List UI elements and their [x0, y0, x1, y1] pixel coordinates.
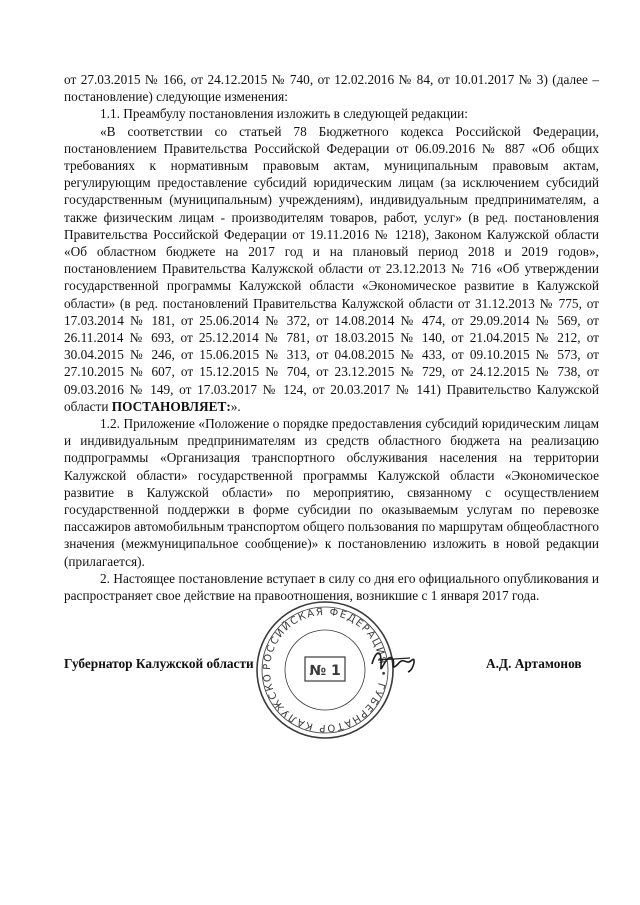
document-body: [64, 71, 599, 604]
paragraph-1-1: 1.1. Преамбулу постановления изложить в следующей редакции:: [100, 106, 468, 122]
preamble-end: ».: [230, 398, 241, 414]
paragraph-continuation: от 27.03.2015 № 166, от 24.12.2015 № 740, от 12.02.2016 № 84, от 10.01.2017 № 3) (далее – постановление) следующие изменения:: [64, 72, 599, 105]
preamble-text: «В соответствии со статьей 78 Бюджетного кодекса Российской Федерации, постановлением Правительства Российской Федерации от 06.09.2016 № 887 «Об общих требованиях к нормативным правовым актам, муниципальным правовым актам, регулирующим предоставление субсидий юридическим лицам (за исключением субсидий государственным (муниципальным) учреждениям), индивидуальным предпринимателям, а также физическим лицам - производителям товаров, работ, услуг» (в ред. постановления Правительства Российской Федерации от 19.11.2016 № 1218), Законом Калужской области «Об областном бюджете на 2017 год и на плановый период 2018 и 2019 годов», постановлением Правительства Калужской области от 23.12.2013 № 716 «Об утверждении государственной программы Калужской области «Экономическое развитие в Калужской области» (в ред. постановлений Правительства Калужской области от 31.12.2013 № 775, от 17.03.2014 № 181, от 25.06.2014 № 372, от 14.08.2014 № 474, от 29.09.2014 № 569, от 26.11.2014 № 693, от 25.12.2014 № 781, от 18.03.2015 № 140, от 21.04.2015 № 212, от 30.04.2015 № 246, от 15.06.2015 № 313, от 04.08.2015 № 433, от 09.10.2015 № 573, от 27.10.2015 № 607, от 15.12.2015 № 704, от 23.12.2015 № 729, от 24.12.2015 № 738, от 09.03.2016 № 149, от 17.03.2017 № 124, от 20.03.2017 № 141) Правительство Калужской области: [64, 123, 599, 414]
paragraph-preamble: [64, 123, 599, 415]
seal-ring-text: РОССИЙСКАЯ ФЕДЕРАЦИЯ • ГУБЕРНАТОР КАЛУЖСКО: [261, 606, 389, 734]
seal-number: № 1: [309, 663, 341, 679]
preamble-decree-word: ПОСТАНОВЛЯЕТ:: [111, 398, 231, 414]
paragraph-1-2: 1.2. Приложение «Положение о порядке предоставления субсидий юридическим лицам и индивидуальным предпринимателям из средств областного бюджета на реализацию подпрограммы «Организация транспортного обслуживания населения на территории Калужской области» государственной программы Калужской области «Экономическое развитие в Калужской области» по мероприятию, связанному с осуществлением государственной поддержки в форме субсидии по оказываемым услугам по перевозке пассажиров автомобильным транспортом общего пользования по маршрутам общеобластного значения (межмуниципальное сообщение)» к постановлению изложить в новой редакции (прилагается).: [64, 416, 599, 569]
signature-graphic: [368, 642, 418, 682]
paragraph-2: 2. Настоящее постановление вступает в силу со дня его официального опубликования и распространяет свое действие на правоотношения, возникшие с 1 января 2017 года.: [64, 570, 599, 604]
handwritten-signature: [368, 642, 418, 682]
signatory-name: А.Д. Артамонов: [486, 656, 582, 671]
signatory-title: Губернатор Калужской области: [64, 656, 254, 671]
